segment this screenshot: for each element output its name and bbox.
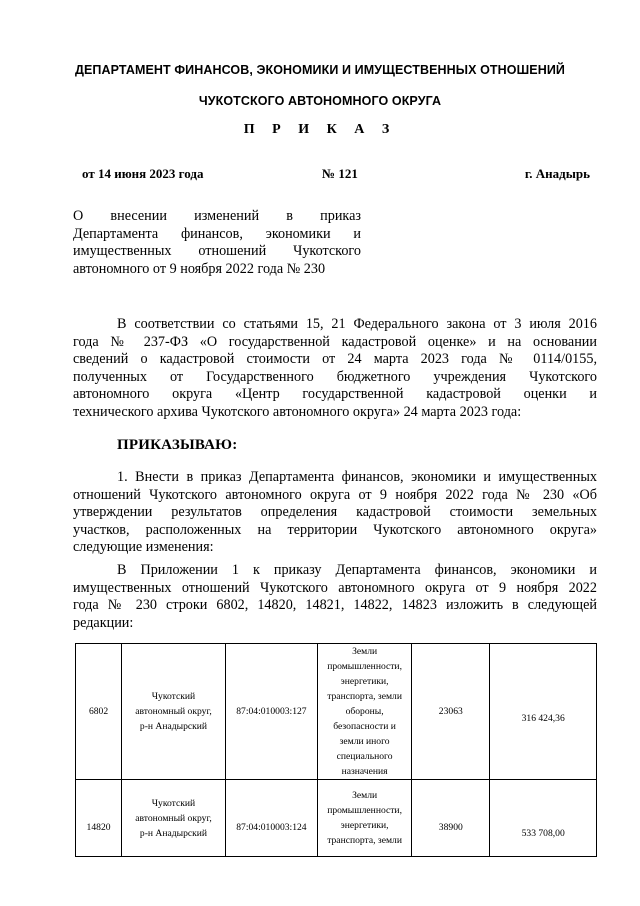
category-line: обороны, — [345, 706, 384, 717]
table-row — [76, 644, 597, 780]
paragraph-line: технического архива Чукотского автономного округа» 24 марта 2023 года: — [73, 403, 522, 420]
paragraph-line: имущественных отношений Чукотского автономного округа от 9 ноября 2022 — [73, 579, 597, 596]
category-line: транспорта, земли — [327, 691, 402, 702]
category-line: назначения — [341, 766, 388, 777]
appendix-paragraph — [73, 562, 597, 632]
location-line: автономный округ, — [135, 706, 212, 717]
category-line: Земли — [352, 646, 378, 657]
category-line: безопасности и — [333, 721, 396, 732]
paragraph-line: 1. Внести в приказ Департамента финансов, экономики и имущественных — [117, 469, 597, 485]
land-plots-table — [75, 643, 597, 857]
paragraph-line: редакции: — [73, 614, 134, 631]
paragraph-line: следующие изменения: — [73, 539, 214, 555]
row-id-cell: 6802 — [76, 644, 122, 780]
subject-line: имущественных отношений Чукотского — [73, 243, 361, 259]
row-category-cell — [317, 780, 411, 857]
subject-line: О внесении изменений в приказ — [73, 208, 361, 224]
row-value-cell: 316 424,36 — [490, 644, 597, 780]
location-line: р-н Анадырский — [139, 721, 208, 732]
row-value-cell: 533 708,00 — [490, 780, 597, 857]
row-cadastral-cell: 87:04:010003:124 — [225, 780, 317, 857]
category-line: энергетики, — [340, 820, 389, 831]
location-line: Чукотский — [151, 691, 196, 702]
paragraph-line: утверждении результатов определения кадастровой стоимости земельных — [73, 504, 597, 520]
region-title: ЧУКОТСКОГО АВТОНОМНОГО ОКРУГА — [198, 94, 442, 108]
document-type: П Р И К А З — [243, 122, 397, 137]
paragraph-line: автономного округа «Центр государственной кадастровой оценки и — [73, 386, 597, 402]
paragraph-line: В соответствии со статьями 15, 21 Федерального закона от 3 июля 2016 — [117, 316, 597, 332]
paragraph-line: сведений о кадастровой стоимости от 24 марта 2023 года № 0114/0155, — [73, 351, 597, 367]
row-cadastral-cell: 87:04:010003:127 — [225, 644, 317, 780]
category-line: Земли — [352, 790, 378, 801]
paragraph-line: участков, расположенных на территории Чукотского автономного округа» — [73, 521, 597, 538]
paragraph-line: В Приложении 1 к приказу Департамента финансов, экономики и — [117, 562, 597, 578]
row-area-cell: 38900 — [412, 780, 490, 857]
table-row — [76, 780, 597, 857]
row-location-cell — [122, 780, 226, 857]
preamble-paragraph — [73, 316, 597, 421]
location-line: автономный округ, — [135, 812, 212, 824]
location-line: Чукотский — [151, 797, 196, 809]
row-location-cell — [122, 644, 226, 780]
paragraph-line: года № 237-ФЗ «О государственной кадастровой оценке» и на основании — [73, 333, 597, 350]
order-city: г. Анадырь — [524, 166, 590, 181]
order-subject — [73, 208, 361, 278]
order-keyword: ПРИКАЗЫВАЮ: — [117, 437, 238, 453]
clause-1-paragraph — [73, 469, 597, 557]
department-title: ДЕПАРТАМЕНТ ФИНАНСОВ, ЭКОНОМИКИ И ИМУЩЕСТВЕННЫХ ОТНОШЕНИЙ — [74, 63, 566, 77]
location-line: р-н Анадырский — [139, 827, 208, 839]
paragraph-line: отношений Чукотского автономного округа от 9 ноября 2022 года № 230 «Об — [73, 486, 597, 503]
category-line: промышленности, — [327, 805, 402, 816]
row-id-cell: 14820 — [76, 780, 122, 857]
paragraph-line: полученных от Государственного бюджетного учреждения Чукотского — [73, 368, 597, 385]
subject-line: Департамента финансов, экономики и — [73, 225, 361, 242]
paragraph-line: года № 230 строки 6802, 14820, 14821, 14822, 14823 изложить в следующей — [73, 597, 597, 613]
subject-line: автономного от 9 ноября 2022 года № 230 — [73, 260, 326, 277]
row-category-cell — [317, 644, 411, 780]
category-line: транспорта, земли — [327, 835, 402, 846]
category-line: специального — [336, 751, 393, 762]
category-line: энергетики, — [340, 676, 389, 687]
order-number: № 121 — [322, 166, 358, 181]
category-line: земли иного — [339, 736, 390, 747]
row-area-cell: 23063 — [412, 644, 490, 780]
category-line: промышленности, — [327, 661, 402, 672]
order-date: от 14 июня 2023 года — [82, 166, 204, 181]
